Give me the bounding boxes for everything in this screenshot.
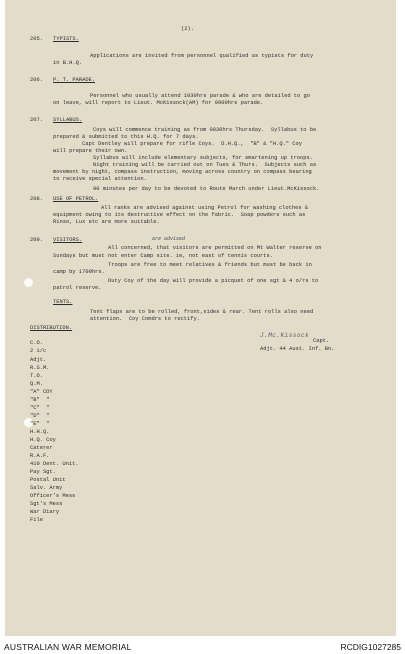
distribution-item: File (30, 517, 43, 523)
archive-id: RCDIG1027285 (340, 642, 401, 652)
distribution-item: R.A.F. (30, 453, 50, 459)
distribution-item: "E" " (30, 421, 50, 427)
section-line: Coys will commence training as from 0830hrs Thursday. Syllabus to be (93, 127, 317, 133)
section-line: All ranks are advised against using Petrol for washing clothes & (101, 205, 309, 211)
distribution-item: Q.M. (30, 381, 43, 387)
section-number: 207. (30, 117, 43, 123)
page-number: (2). (181, 26, 194, 32)
section-line: equipment owing to its destructive effect on the fabric. Soap powders such as (53, 212, 306, 218)
distribution-item: Adjt. (30, 357, 47, 363)
section-line: Applications are invited from personnel qualified as typists for duty (90, 53, 314, 59)
section-line: Capt Dentley will prepare for rifle Coys. D.H.Q., "B" & "H.Q." Coy (82, 141, 302, 147)
distribution-item: Postal Unit (30, 477, 66, 483)
distribution-item: War Diary (30, 509, 60, 515)
sign-title: Adjt. 44 Aust. Inf. Bn. (260, 346, 335, 352)
section-heading: USE OF PETROL. (53, 196, 99, 202)
distribution-heading: DISTRIBUTION. (30, 325, 73, 331)
section-heading: SYLLABUS. (53, 117, 83, 123)
section-line: in B.H.Q. (53, 60, 83, 66)
section-number: 209. (30, 237, 43, 243)
archive-name: AUSTRALIAN WAR MEMORIAL (4, 642, 132, 652)
distribution-item: Caterer (30, 445, 53, 451)
section-line: Syllabus will include elementary subjects, for smartening up troops. (93, 155, 313, 161)
section-heading: TENTS. (53, 299, 73, 305)
section-line: on leave, will report to Lieut. McKissock(AM) for 0900hrs parade. (53, 100, 264, 106)
distribution-item: T.O. (30, 373, 43, 379)
section-line: will prepare their own. (53, 148, 128, 154)
distribution-item: Officer's Mess (30, 493, 76, 499)
section-line: Night training will be carried out on Tues & Thurs. Subjects such as (93, 162, 317, 168)
section-heading: VISITORS. (53, 237, 83, 243)
sign-rank: Capt. (313, 338, 330, 344)
handwritten-signature: J.Mc.Kissock (260, 332, 310, 339)
distribution-item: R.S.M. (30, 365, 50, 371)
distribution-item: "A" COY (30, 389, 53, 395)
distribution-item: Pay Sgt. (30, 469, 56, 475)
punch-hole (24, 278, 33, 287)
section-number: 205. (30, 36, 43, 42)
section-line: prepared & submitted to this H.Q. for 7 days. (53, 134, 199, 140)
distribution-item: C.O. (30, 340, 43, 346)
section-line: All concerned, that visitors are permitted on Mt Walter reserve on (108, 245, 322, 251)
distribution-item: "D" " (30, 413, 50, 419)
section-line: movement by night, compass instruction, moving across country on compass bearing (53, 169, 312, 175)
section-line: Duty Coy of the day will provide a picquet of one sgt & 4 o/rs to (108, 278, 319, 284)
archive-footer (0, 638, 405, 654)
section-line: Tent flaps are to be rolled, front,sides & rear. Tent rolls also need (90, 309, 314, 315)
section-line: camp by 1700hrs. (53, 269, 105, 275)
section-number: 208. (30, 196, 43, 202)
distribution-item: "B" " (30, 397, 50, 403)
section-line: Rinso, Lux etc are more suitable. (53, 219, 160, 225)
distribution-item: Sgt's Mess (30, 501, 63, 507)
distribution-item: 2 i/c (30, 348, 47, 354)
section-heading: TYPISTS. (53, 36, 79, 42)
distribution-item: 410 Dent. Unit. (30, 461, 79, 467)
distribution-item: H.Q. Coy (30, 437, 56, 443)
distribution-item: Salv. Army (30, 485, 63, 491)
section-line: patrol reserve. (53, 285, 102, 291)
distribution-item: H.H.Q. (30, 429, 50, 435)
section-line: 90 minutes per day to be devoted to Route March under Lieut.McKissock. (93, 186, 320, 192)
section-line: Personnel who usually attend 1030hrs parade & who are detailed to go (90, 93, 310, 99)
distribution-item: "C" " (30, 405, 50, 411)
section-line: Troops are free to meet relatives & friends but must be back in (108, 262, 312, 268)
section-number: 206. (30, 77, 43, 83)
document-page (5, 0, 396, 636)
handwritten-insert: are advised (152, 236, 186, 242)
section-line: Sundays but must not enter Camp site. ie, not east of tennis courts. (53, 253, 273, 259)
section-line: attention. Coy Comdrs to rectify. (90, 316, 200, 322)
section-line: to receive special attention. (53, 176, 147, 182)
section-heading: P. T. PARADE. (53, 77, 96, 83)
